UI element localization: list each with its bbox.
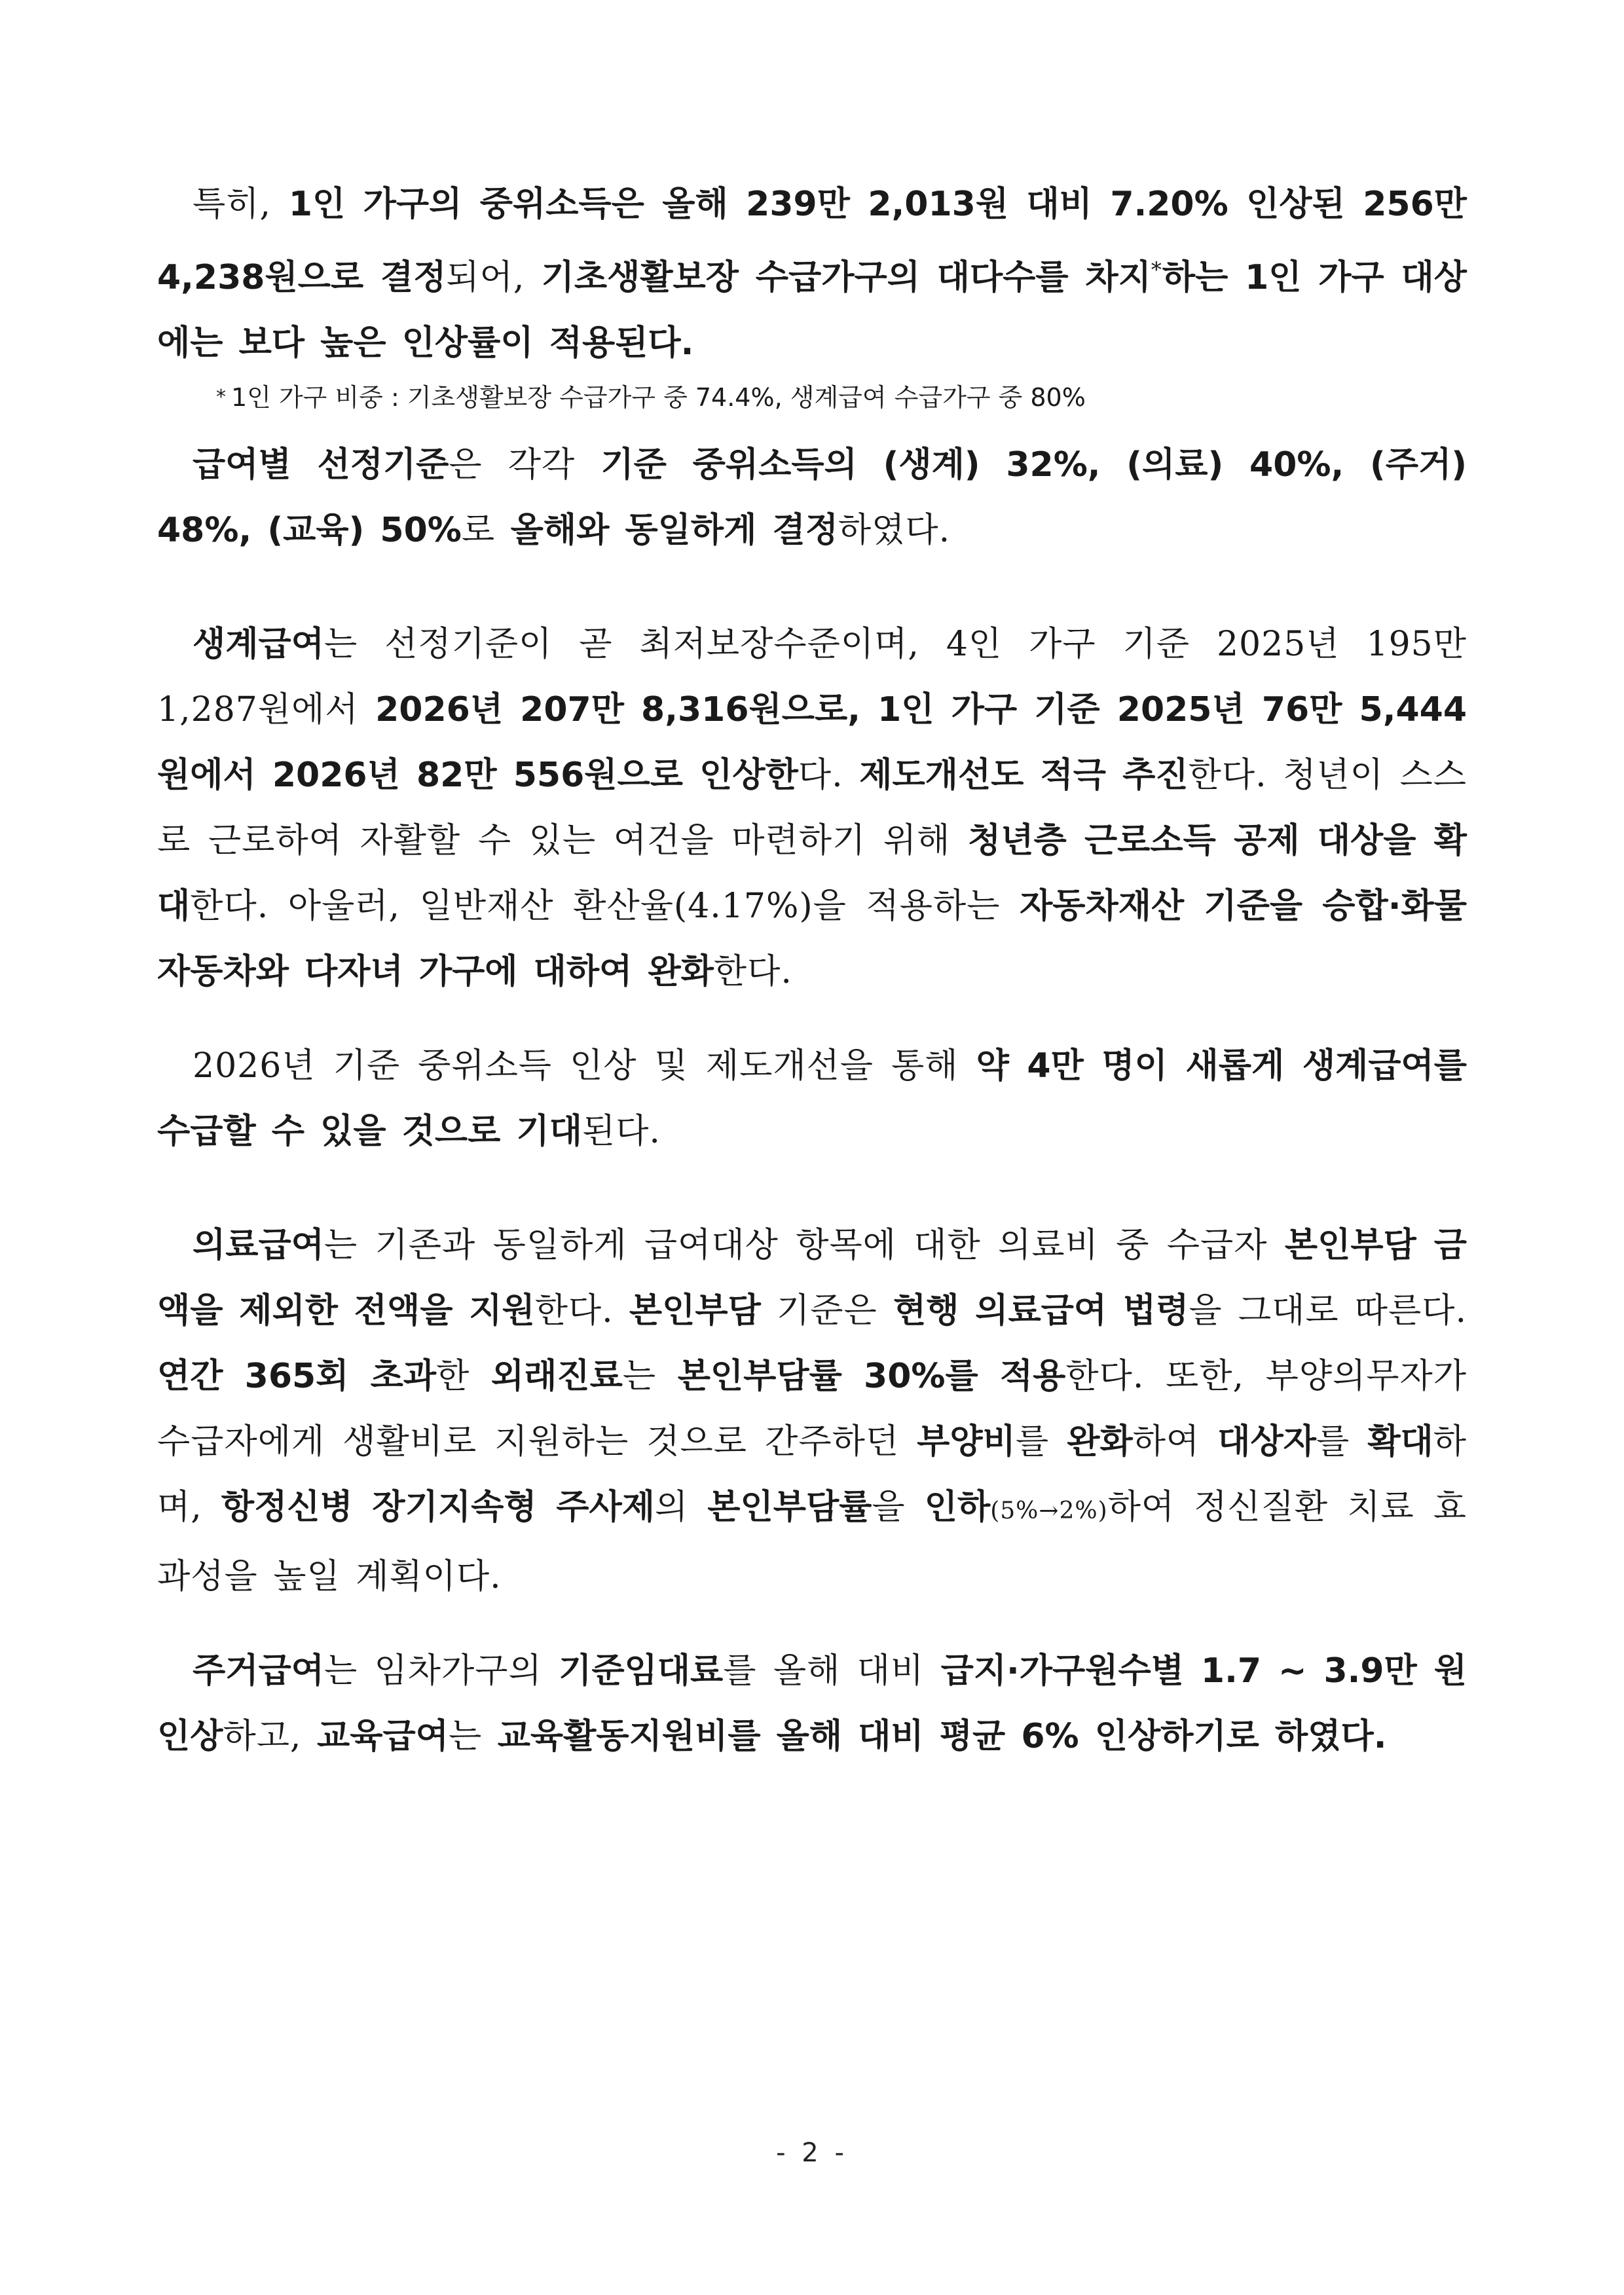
text-run: 는 기존과 동일하게 급여대상 항목에 대한 의료비 중 수급자 <box>323 1226 1285 1265</box>
bold-text-run: 항정신병 장기지속형 주사제 <box>221 1488 655 1527</box>
text-run: 하고, <box>223 1717 317 1756</box>
bold-text-run: 본인부담 <box>629 1291 761 1331</box>
page-number: - 2 - <box>776 2138 848 2168</box>
bold-text-run: 1인 가구의 중위소득은 올해 239만 2,013원 대비 7.20% 인상된 256만 4,238원으로 결정 <box>157 185 1467 297</box>
text-run: 한다. 청년이 스스로 근로하여 자활할 수 있는 여건을 마련하기 위해 <box>157 756 1467 860</box>
bold-text-run: 2026년 207만 8,316원으로, 1인 가구 기준 2025년 76만 5,444원에서 2026년 82만 556원으로 인상한 <box>157 690 1467 795</box>
bold-text-run: 연간 365회 초과 <box>157 1357 437 1396</box>
text-run: 다. <box>798 756 860 795</box>
bold-text-run: 제도개선도 적극 추진 <box>859 756 1189 795</box>
bold-text-run: 기준임대료 <box>559 1651 724 1691</box>
bold-text-run: 본인부담 금액을 제외한 전액을 지원 <box>157 1226 1467 1331</box>
paragraph-livelihood-benefit <box>157 612 1467 1004</box>
bold-text-run: 약 4만 명이 새롭게 생계급여를 수급할 수 있을 것으로 기대 <box>157 1046 1467 1151</box>
text-run: 된다. <box>581 1112 661 1151</box>
text-run: 는 임차가구의 <box>323 1651 559 1691</box>
text-run: 되어, <box>446 258 542 297</box>
bold-text-run: 의료급여 <box>193 1226 324 1265</box>
text-run: 한다. 또한, 부양의무자가 수급자에게 생활비로 지원하는 것으로 간주하던 <box>157 1357 1467 1461</box>
text-run: 는 선정기준이 곧 최저보장수준이며, 4인 가구 기준 2025년 195만 1,287원에서 <box>157 625 1467 729</box>
bold-text-run: 외래진료 <box>490 1357 623 1396</box>
text-run: 2026년 기준 중위소득 인상 및 제도개선을 통해 <box>193 1046 976 1086</box>
paragraph-new-recipients <box>157 1033 1467 1164</box>
text-run: 를 올해 대비 <box>723 1651 941 1691</box>
footnote <box>216 376 1467 419</box>
text-run: 하여 <box>1132 1422 1218 1461</box>
text-run: 특히, <box>193 185 289 224</box>
text-run: 는 <box>448 1717 498 1756</box>
paragraph-housing-education-benefit <box>157 1638 1467 1769</box>
text-run: 을 그대로 따른다. <box>1189 1291 1467 1331</box>
text-run: 는 <box>622 1357 678 1396</box>
bold-text-run: 주거급여 <box>193 1651 324 1691</box>
bold-text-run: 인하 <box>924 1488 991 1527</box>
text-run: 를 <box>1316 1422 1368 1461</box>
bold-text-run: 기초생활보장 수급가구의 대다수를 차지 <box>541 258 1151 297</box>
text-run: 기준은 <box>760 1291 893 1331</box>
bold-text-run: 급여별 선정기준 <box>193 445 449 485</box>
bold-text-run: 하는 1인 가구 대상에는 보다 높은 인상률이 적용된다. <box>157 258 1467 363</box>
bold-text-run: 기준 중위소득의 (생계) 32%, (의료) 40%, (주거) 48%, (교육) 50% <box>157 445 1467 550</box>
footnote-text: 1인 가구 비중 : 기초생활보장 수급가구 중 74.4%, 생계급여 수급가구 중 80% <box>231 383 1086 412</box>
text-run: 한다. <box>534 1291 629 1331</box>
text-run: 을 <box>872 1488 925 1527</box>
footnote-reference: * <box>1151 257 1162 282</box>
bold-text-run: 청년층 근로소득 공제 대상을 확대 <box>157 821 1467 926</box>
text-run: 로 <box>461 511 511 550</box>
text-run: 를 <box>1015 1422 1067 1461</box>
text-run: 은 각각 <box>449 445 601 485</box>
bold-text-run: 올해와 동일하게 결정 <box>510 511 838 550</box>
paragraph-one-person-household <box>157 172 1467 376</box>
text-run: 의 <box>654 1488 708 1527</box>
footnote-marker: * <box>216 386 226 409</box>
bold-text-run: 본인부담률 <box>707 1488 872 1527</box>
bold-text-run: 본인부담률 30%를 적용 <box>677 1357 1066 1396</box>
text-run: 하였다. <box>838 511 951 550</box>
document-body <box>157 172 1467 1769</box>
bold-text-run: 부양비 <box>917 1422 1016 1461</box>
text-run: 하며, <box>157 1422 1467 1527</box>
text-run: (5%→2%) <box>990 1497 1108 1524</box>
bold-text-run: 현행 의료급여 법령 <box>893 1291 1189 1331</box>
bold-text-run: 생계급여 <box>193 625 324 664</box>
text-run: 하여 정신질환 치료 효과성을 높일 계획이다. <box>157 1488 1467 1596</box>
text-run: 한 <box>436 1357 491 1396</box>
bold-text-run: 자동차재산 기준을 승합·화물자동차와 다자녀 가구에 대하여 완화 <box>157 887 1467 991</box>
bold-text-run: 교육활동지원비를 올해 대비 평균 6% 인상하기로 하였다. <box>497 1717 1387 1756</box>
text-run: 한다. <box>713 952 792 991</box>
paragraph-medical-benefit <box>157 1213 1467 1609</box>
text-run: 한다. 아울러, 일반재산 환산율(4.17%)을 적용하는 <box>190 887 1020 926</box>
bold-text-run: 대상자 <box>1217 1422 1316 1461</box>
bold-text-run: 교육급여 <box>317 1717 449 1756</box>
bold-text-run: 확대 <box>1367 1422 1433 1461</box>
bold-text-run: 급지·가구원수별 1.7 ~ 3.9만 원 인상 <box>157 1651 1467 1756</box>
bold-text-run: 완화 <box>1067 1422 1133 1461</box>
paragraph-selection-criteria <box>157 432 1467 563</box>
